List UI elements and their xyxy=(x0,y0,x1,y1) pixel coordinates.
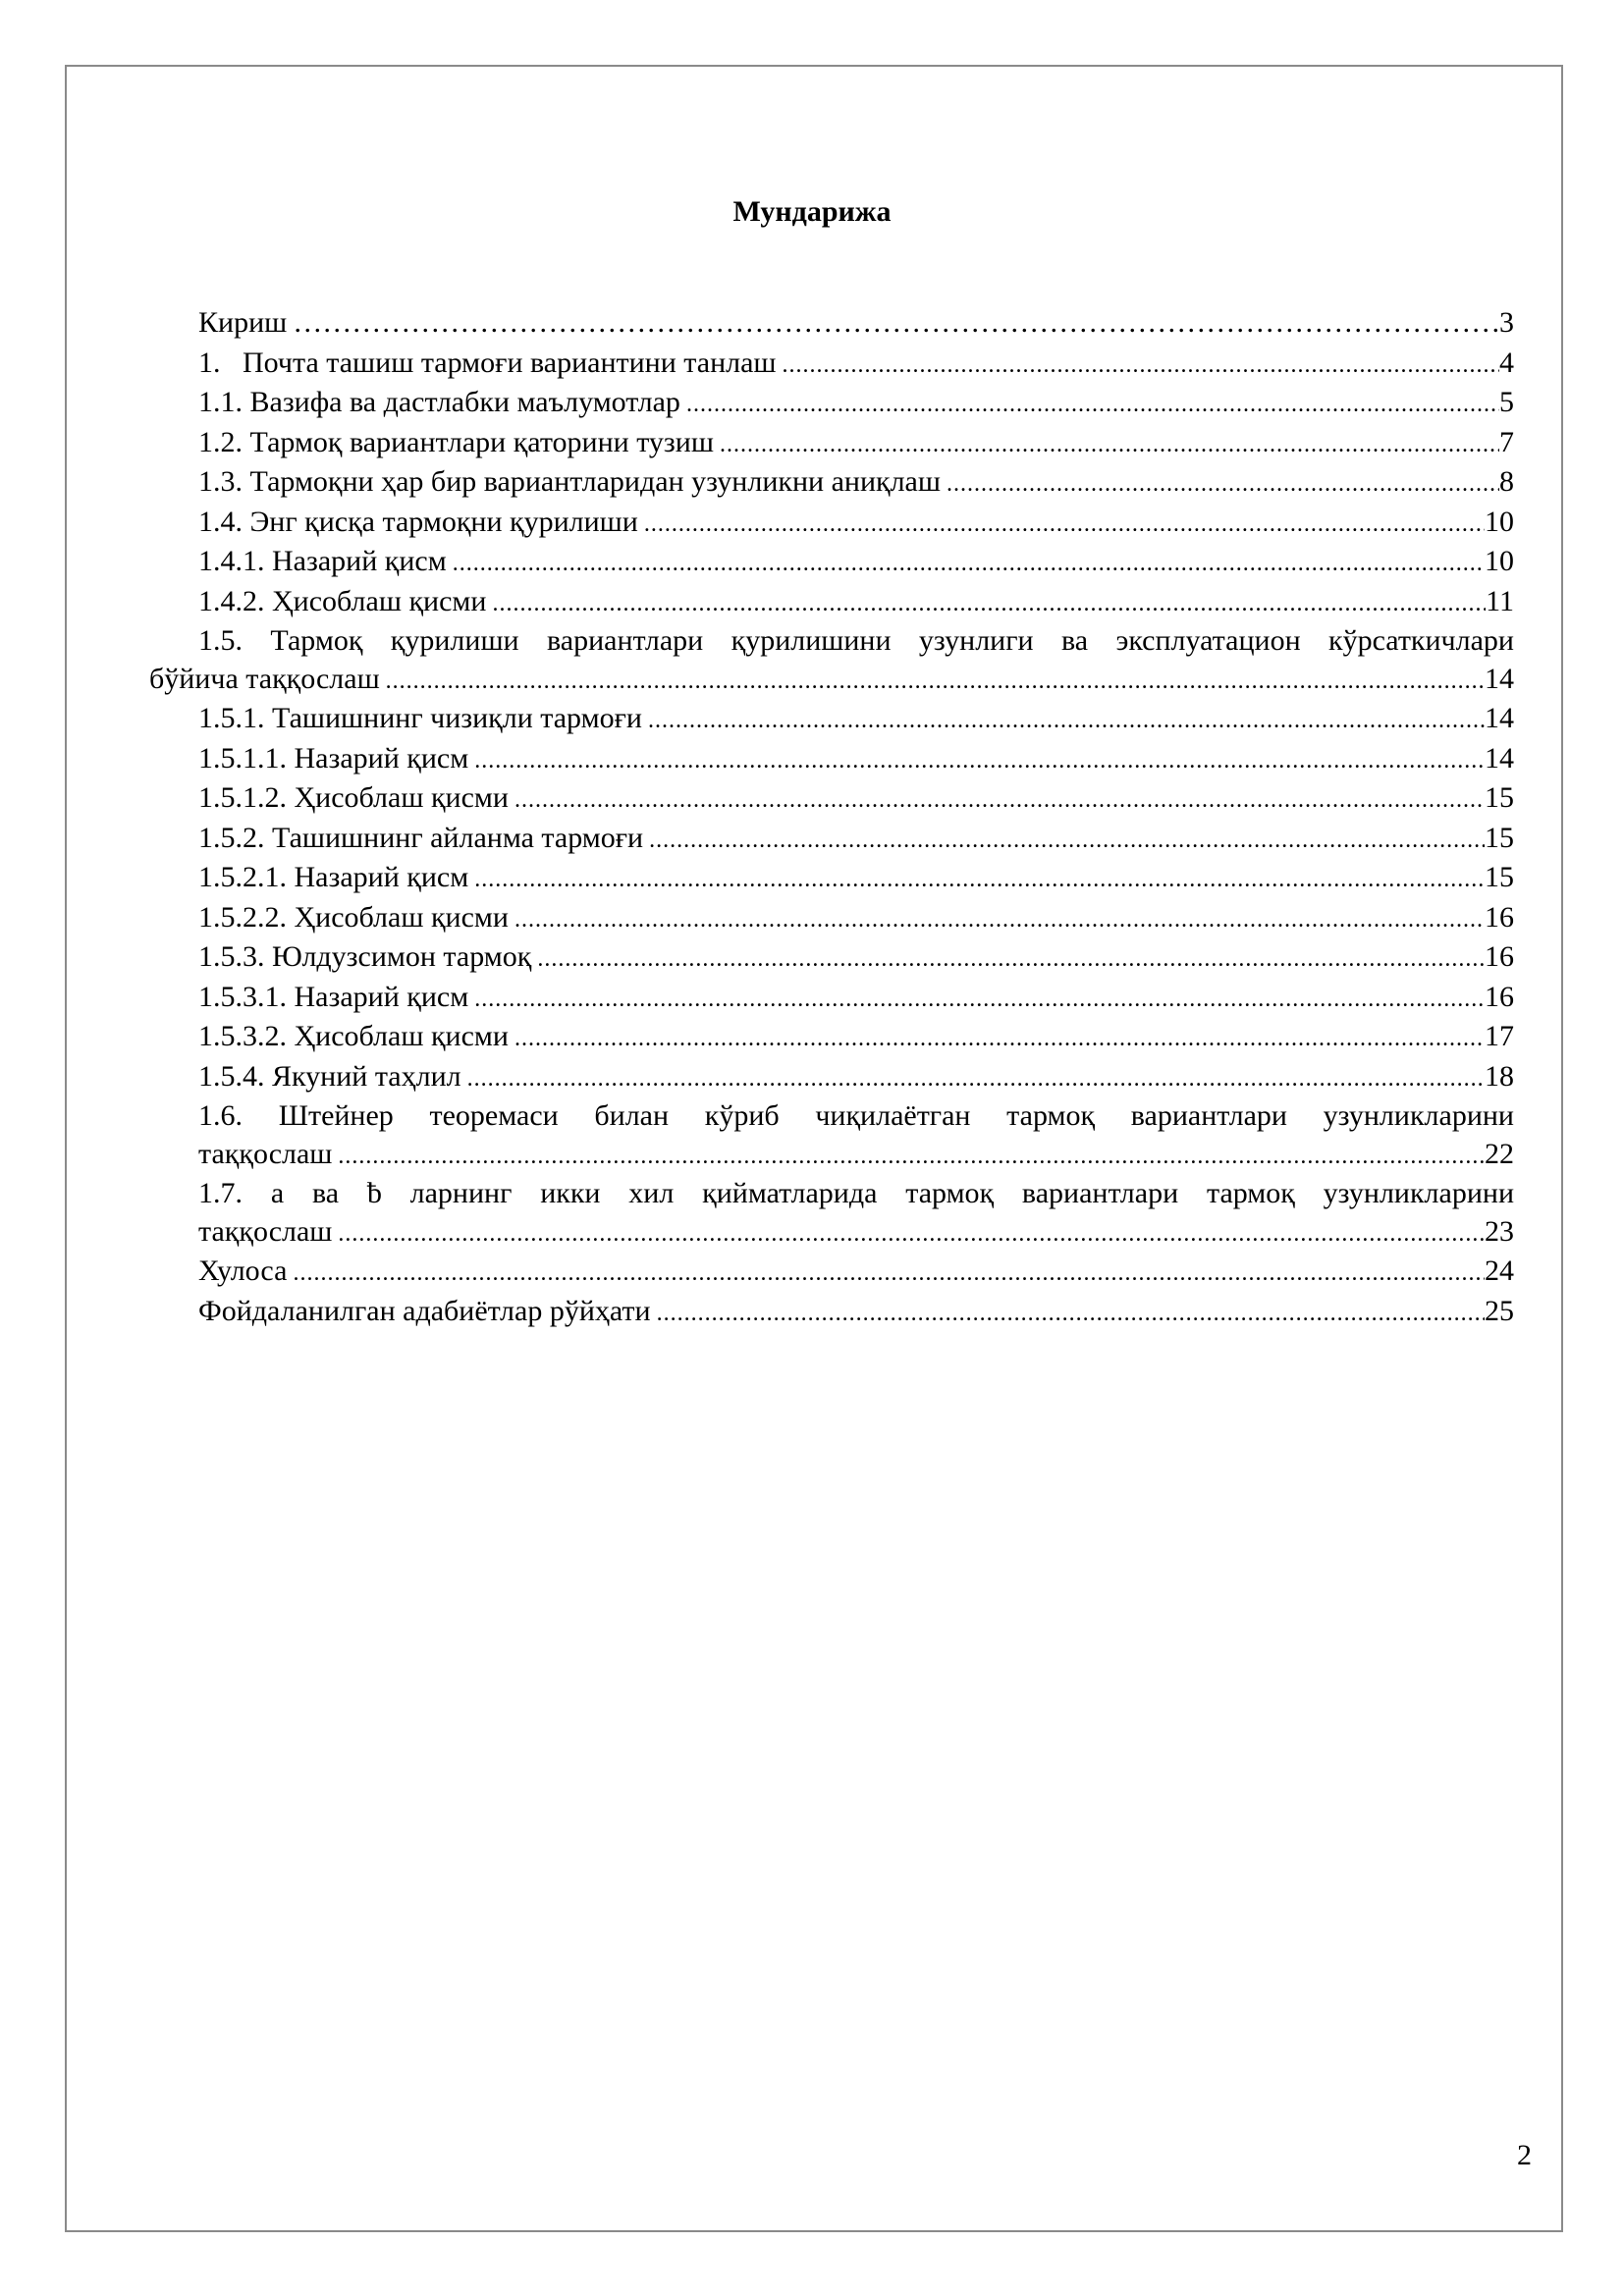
toc-entry-label: 1.5.2. Ташишнинг айланма тармоғи xyxy=(198,821,644,854)
toc-entry-label: 1.2. Тармоқ вариантлари қаторини тузиш xyxy=(198,425,714,458)
toc-entry-label: 1. Почта ташиш тармоғи вариантини танлаш xyxy=(198,346,777,379)
toc-entry-label: 1.5.1. Ташишнинг чизиқли тармоғи xyxy=(198,702,642,734)
toc-entry-label-line2: таққослаш xyxy=(198,1214,333,1248)
toc-entry[interactable] xyxy=(149,463,1514,504)
toc-entry[interactable] xyxy=(149,622,1514,700)
toc-entry-page: 8 xyxy=(1499,465,1514,498)
toc-entry-page: 10 xyxy=(1485,545,1514,577)
toc-entry-page: 16 xyxy=(1485,980,1514,1013)
toc-entry-label: 1.4.1. Назарий қисм xyxy=(198,545,447,577)
toc-entry[interactable] xyxy=(149,899,1514,939)
toc-entry-page: 10 xyxy=(1485,505,1514,538)
toc-entry-label-line2: таққослаш xyxy=(198,1137,333,1170)
toc-entry-label-line1: 1.7. a ва ƀ ларнинг икки хил қийматларида тармоқ вариантлари тармоқ узунликларини xyxy=(198,1177,1514,1209)
toc-entry-page: 4 xyxy=(1499,346,1514,379)
toc-leader-dots xyxy=(686,386,1499,424)
toc-entry-page: 23 xyxy=(1485,1214,1514,1248)
toc-leader-dots xyxy=(720,426,1499,464)
toc-entry-label: 1.5.1.2. Ҳисоблаш қисми xyxy=(198,781,509,814)
toc-leader-dots xyxy=(492,585,1486,623)
toc-entry-page: 14 xyxy=(1485,662,1514,695)
toc-entry-page: 24 xyxy=(1485,1255,1514,1287)
toc-entry-label: 1.5.4. Якуний таҳлил xyxy=(198,1059,461,1093)
toc-entry[interactable] xyxy=(149,1058,1514,1098)
toc-entry-label: Хулоса xyxy=(198,1255,288,1287)
toc-entry-page: 25 xyxy=(1485,1294,1514,1327)
toc-entry-page: 14 xyxy=(1485,702,1514,734)
toc-leader-dots xyxy=(386,663,1485,701)
toc-leader-dots xyxy=(514,781,1485,820)
toc-leader-dots xyxy=(657,1295,1485,1333)
toc-entry-label: 1.1. Вазифа ва дастлабки маълумотлар xyxy=(198,386,680,418)
toc-leader-dots xyxy=(648,702,1485,740)
table-of-contents xyxy=(149,304,1514,1332)
toc-leader-dots xyxy=(293,1255,1485,1293)
toc-entry[interactable] xyxy=(149,938,1514,979)
toc-entry-label: 1.5.2.1. Назарий қисм xyxy=(198,861,469,893)
toc-entry-label: 1.5.3.1. Назарий қисм xyxy=(198,980,469,1013)
toc-entry-label-line1: 1.6. Штейнер теоремаси билан кўриб чиқилаётган тармоқ вариантлари узунликларини xyxy=(198,1099,1514,1132)
toc-leader-dots xyxy=(467,1060,1485,1098)
toc-entry-page: 15 xyxy=(1485,781,1514,814)
toc-entry[interactable] xyxy=(149,1097,1514,1175)
toc-leader-dots xyxy=(338,1215,1485,1254)
page-number: 2 xyxy=(1517,2139,1532,2171)
toc-entry[interactable] xyxy=(149,583,1514,623)
toc-entry[interactable] xyxy=(149,1253,1514,1293)
toc-entry[interactable] xyxy=(149,1293,1514,1333)
toc-entry[interactable] xyxy=(149,384,1514,424)
toc-entry-page: 5 xyxy=(1499,386,1514,418)
toc-leader-dots xyxy=(514,1020,1485,1058)
toc-entry-label-line1: 1.5. Тармоқ қурилиши вариантлари қурилишини узунлиги ва эксплуатацион кўрсаткичлари xyxy=(198,624,1514,657)
toc-entry[interactable] xyxy=(149,543,1514,583)
toc-entry[interactable] xyxy=(149,1175,1514,1253)
toc-entry-label: 1.4.2. Ҳисоблаш қисми xyxy=(198,584,487,617)
toc-entry-page: 18 xyxy=(1485,1059,1514,1093)
toc-entry-page: 16 xyxy=(1485,940,1514,973)
toc-entry-label: 1.3. Тармоқни ҳар бир вариантларидан узунликни аниқлаш xyxy=(198,465,941,498)
toc-entry-label-line2: бўйича таққослаш xyxy=(149,662,380,695)
toc-leader-dots xyxy=(514,901,1485,939)
toc-leader-dots xyxy=(474,742,1485,780)
toc-leader-dots xyxy=(474,861,1485,899)
toc-leader-dots xyxy=(947,465,1499,504)
toc-leader-dots xyxy=(537,940,1485,979)
toc-entry-page: 15 xyxy=(1485,861,1514,893)
toc-entry-page: 14 xyxy=(1485,741,1514,774)
toc-leader-dots xyxy=(649,822,1485,860)
toc-entry-label: 1.5.3. Юлдузсимон тармоқ xyxy=(198,940,532,973)
toc-entry[interactable] xyxy=(149,859,1514,899)
toc-entry-page: 15 xyxy=(1485,821,1514,854)
toc-entry-page: 22 xyxy=(1485,1137,1514,1170)
toc-leader-dots xyxy=(453,545,1485,583)
toc-entry[interactable] xyxy=(149,345,1514,385)
toc-leader-dots xyxy=(474,981,1485,1019)
toc-entry[interactable] xyxy=(149,1018,1514,1058)
toc-entry-label: 1.4. Энг қисқа тармоқни қурилиши xyxy=(198,505,638,538)
toc-leader-dots xyxy=(783,347,1499,385)
toc-entry-label: 1.5.2.2. Ҳисоблаш қисми xyxy=(198,900,509,934)
toc-entry[interactable] xyxy=(149,424,1514,464)
toc-entry[interactable] xyxy=(149,304,1514,345)
toc-entry[interactable] xyxy=(149,700,1514,740)
toc-leader-dots xyxy=(293,304,1499,345)
toc-entry-label: Кириш xyxy=(198,306,288,339)
toc-entry[interactable] xyxy=(149,820,1514,860)
document-title: Мундарижа xyxy=(732,195,892,228)
toc-entry-page: 11 xyxy=(1486,584,1514,617)
toc-entry[interactable] xyxy=(149,979,1514,1019)
toc-leader-dots xyxy=(644,506,1485,544)
toc-entry-page: 3 xyxy=(1499,306,1514,339)
toc-entry[interactable] xyxy=(149,779,1514,820)
toc-entry[interactable] xyxy=(149,504,1514,544)
toc-entry[interactable] xyxy=(149,740,1514,780)
toc-leader-dots xyxy=(338,1138,1485,1176)
toc-entry-page: 7 xyxy=(1499,425,1514,458)
toc-entry-label: 1.5.3.2. Ҳисоблаш қисми xyxy=(198,1020,509,1052)
toc-entry-label: Фойдаланилган адабиётлар рўйҳати xyxy=(198,1294,651,1327)
toc-entry-label: 1.5.1.1. Назарий қисм xyxy=(198,741,469,774)
toc-entry-page: 16 xyxy=(1485,900,1514,934)
toc-entry-page: 17 xyxy=(1485,1020,1514,1052)
